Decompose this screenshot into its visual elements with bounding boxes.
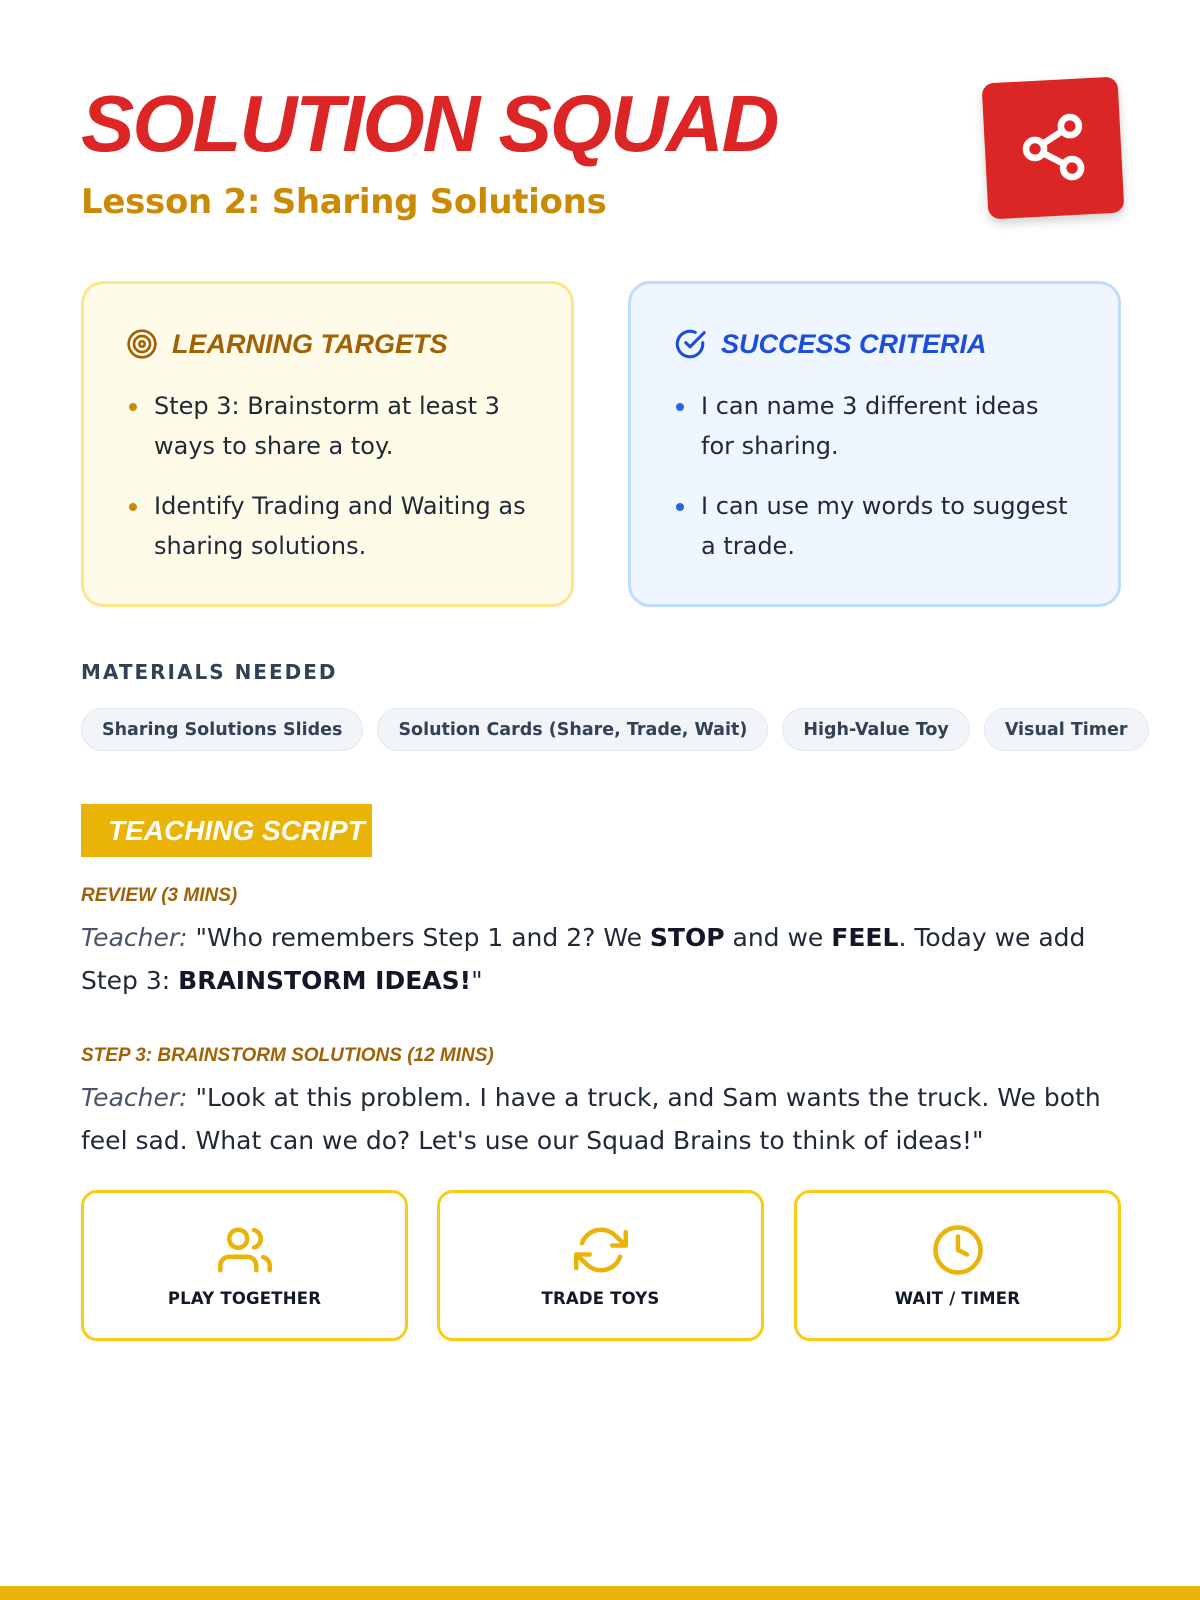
list-item: Step 3: Brainstorm at least 3 ways to share a toy. <box>126 386 531 466</box>
target-icon <box>126 328 158 360</box>
materials-label: MATERIALS NEEDED <box>81 660 338 684</box>
learning-targets-list <box>126 386 531 566</box>
review-step <box>81 885 1121 1002</box>
option-wait-timer <box>794 1190 1121 1341</box>
material-chip-slides: Sharing Solutions Slides <box>81 708 363 751</box>
emphasis-stop: STOP <box>649 923 725 952</box>
material-chip-timer: Visual Timer <box>984 708 1149 751</box>
success-criteria-list <box>673 386 1078 566</box>
materials-list <box>81 708 1131 751</box>
learning-targets-card <box>81 281 574 607</box>
refresh-icon <box>574 1223 628 1277</box>
option-label: TRADE TOYS <box>541 1289 660 1308</box>
teaching-script-title: TEACHING SCRIPT <box>108 814 365 846</box>
review-step-text <box>81 916 1121 1002</box>
speaker-label: Teacher: <box>81 1083 188 1112</box>
text-segment: "Who remembers Step 1 and 2? We <box>187 923 650 952</box>
objectives-section <box>81 281 1121 607</box>
review-step-label: REVIEW (3 MINS) <box>81 885 238 906</box>
share-button[interactable] <box>982 77 1125 220</box>
option-label: WAIT / TIMER <box>894 1289 1021 1308</box>
share-icon <box>1015 110 1091 186</box>
clock-icon <box>931 1223 985 1277</box>
lesson-subtitle: Lesson 2: Sharing Solutions <box>81 182 607 222</box>
success-criteria-header <box>673 326 1078 362</box>
option-trade-toys <box>437 1190 764 1341</box>
list-item: I can name 3 different ideas for sharing. <box>673 386 1078 466</box>
emphasis-brainstorm: BRAINSTORM IDEAS! <box>178 966 472 995</box>
text-segment: "Look at this problem. I have a truck, and Sam wants the truck. We both feel sad. What can we do? Let's use our Squad Brains to think of ideas!" <box>81 1083 1101 1155</box>
footer-bar <box>0 1586 1200 1600</box>
brainstorm-step <box>81 1045 1121 1162</box>
check-circle-icon <box>673 327 707 361</box>
learning-targets-header <box>126 326 531 362</box>
success-criteria-title: SUCCESS CRITERIA <box>721 328 987 359</box>
lesson-header <box>81 80 1121 240</box>
brainstorm-step-label: STEP 3: BRAINSTORM SOLUTIONS (12 MINS) <box>81 1045 494 1066</box>
text-segment: " <box>471 966 483 995</box>
page-title: SOLUTION SQUAD <box>81 79 778 168</box>
material-chip-toy: High-Value Toy <box>782 708 969 751</box>
solution-options <box>81 1190 1121 1341</box>
teaching-script-banner <box>81 804 372 857</box>
text-segment: and we <box>724 923 832 952</box>
option-play-together <box>81 1190 408 1341</box>
speaker-label: Teacher: <box>81 923 188 952</box>
learning-targets-title: LEARNING TARGETS <box>172 328 448 359</box>
materials-section <box>81 660 1131 751</box>
option-label: PLAY TOGETHER <box>167 1289 322 1308</box>
success-criteria-card <box>628 281 1121 607</box>
emphasis-feel: FEEL <box>831 923 899 952</box>
list-item: I can use my words to suggest a trade. <box>673 486 1078 566</box>
users-icon <box>218 1223 272 1277</box>
list-item: Identify Trading and Waiting as sharing solutions. <box>126 486 531 566</box>
brainstorm-step-text <box>81 1076 1121 1162</box>
text-segment: . Today we add Step 3: <box>81 923 1086 995</box>
material-chip-cards: Solution Cards (Share, Trade, Wait) <box>377 708 768 751</box>
